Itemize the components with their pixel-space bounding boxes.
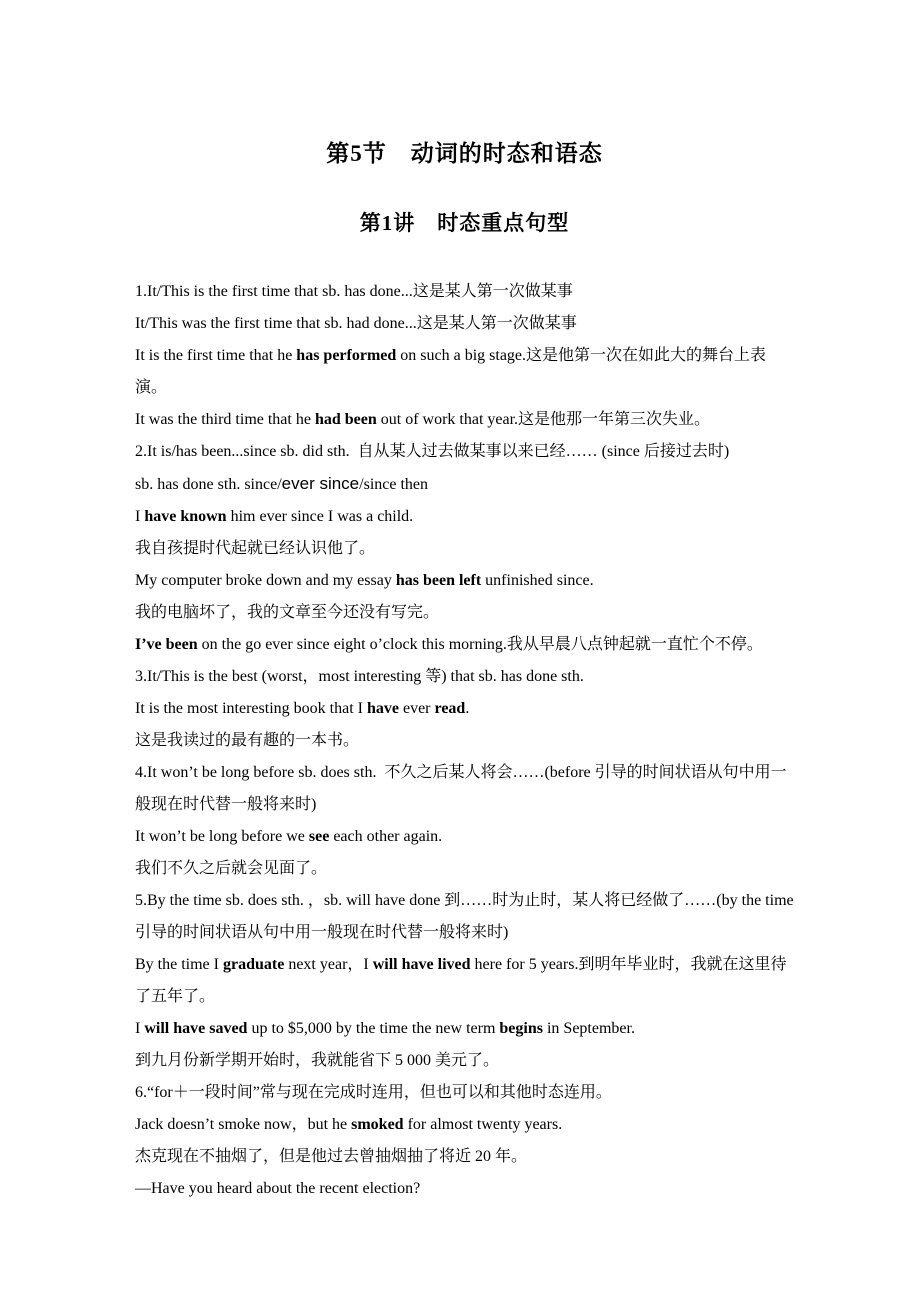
paragraph bbox=[135, 308, 794, 340]
bold-text-run: have bbox=[366, 700, 399, 717]
text-run: for almost twenty years. bbox=[403, 1116, 563, 1133]
text-run: It was the third time that he bbox=[135, 411, 315, 428]
text-run: 2.It is/has been...since sb. did sth. 自从某人过去做某事以来已经…… (since 后接过去时) bbox=[135, 443, 730, 460]
text-run: 5.By the time sb. does sth. ，sb. will have done 到……时为止时，某人将已经做了……(by the time 引导的时间状语从句中用一般现在时代替一般将来时) bbox=[135, 892, 798, 941]
text-run: unfinished since. bbox=[481, 572, 594, 589]
text-run: sb. has done sth. since/ bbox=[135, 476, 282, 493]
paragraph bbox=[135, 404, 794, 436]
paragraph bbox=[135, 1109, 794, 1141]
paragraph bbox=[135, 629, 794, 661]
paragraph bbox=[135, 693, 794, 725]
paragraph bbox=[135, 821, 794, 853]
text-run: It won’t be long before we bbox=[135, 828, 309, 845]
text-run: —Have you heard about the recent election? bbox=[135, 1180, 421, 1197]
bold-text-run: will have saved bbox=[144, 1020, 248, 1037]
text-run: next year，I bbox=[284, 956, 373, 973]
text-run: Jack doesn’t smoke now，but he bbox=[135, 1116, 352, 1133]
paragraph bbox=[135, 661, 794, 693]
text-run: 1.It/This is the first time that sb. has done...这是某人第一次做某事 bbox=[135, 283, 573, 300]
bold-text-run: has performed bbox=[296, 347, 397, 364]
paragraph bbox=[135, 1013, 794, 1045]
document-body bbox=[135, 276, 798, 1205]
text-run: 杰克现在不抽烟了，但是他过去曾抽烟抽了将近 20 年。 bbox=[135, 1148, 528, 1165]
paragraph bbox=[135, 757, 794, 821]
paragraph bbox=[135, 340, 794, 404]
text-run: I bbox=[135, 1020, 145, 1037]
paragraph bbox=[135, 885, 798, 949]
text-run: 3.It/This is the best (worst，most interesting 等) that sb. has done sth. bbox=[135, 668, 584, 685]
text-run: each other again. bbox=[329, 828, 443, 845]
paragraph bbox=[135, 501, 794, 533]
text-run: My computer broke down and my essay bbox=[135, 572, 396, 589]
text-run: It is the first time that he bbox=[135, 347, 297, 364]
bold-text-run: has been left bbox=[395, 572, 482, 589]
text-run: 我们不久之后就会见面了。 bbox=[135, 860, 328, 877]
text-run: him ever since I was a child. bbox=[226, 508, 414, 525]
text-run: It/This was the first time that sb. had done...这是某人第一次做某事 bbox=[135, 315, 577, 332]
paragraph bbox=[135, 565, 794, 597]
paragraph bbox=[135, 1173, 794, 1205]
paragraph bbox=[135, 725, 794, 757]
paragraph bbox=[135, 1045, 794, 1077]
bold-text-run: read bbox=[434, 700, 466, 717]
paragraph bbox=[135, 1141, 794, 1173]
text-run: ever bbox=[398, 700, 435, 717]
text-run: up to $5,000 by the time the new term bbox=[247, 1020, 500, 1037]
paragraph bbox=[135, 853, 794, 885]
paragraph bbox=[135, 1077, 794, 1109]
text-run: 我自孩提时代起就已经认识他了。 bbox=[135, 540, 376, 557]
paragraph bbox=[135, 468, 794, 501]
paragraph bbox=[135, 436, 794, 468]
lecture-title: 第1讲 时态重点句型 bbox=[359, 211, 570, 235]
section-title: 第5节 动词的时态和语态 bbox=[326, 141, 603, 166]
text-run: 我的电脑坏了，我的文章至今还没有写完。 bbox=[135, 604, 440, 621]
paragraph bbox=[135, 597, 794, 629]
paragraph bbox=[135, 276, 794, 308]
bold-text-run: see bbox=[308, 828, 330, 845]
bold-text-run: smoked bbox=[351, 1116, 404, 1133]
text-run: 6.“for＋一段时间”常与现在完成时连用，但也可以和其他时态连用。 bbox=[135, 1084, 612, 1101]
text-run: 到九月份新学期开始时，我就能省下 5 000 美元了。 bbox=[135, 1052, 500, 1069]
text-run: It is the most interesting book that I bbox=[135, 700, 367, 717]
text-run: By the time I bbox=[135, 956, 223, 973]
bold-text-run: will have lived bbox=[372, 956, 471, 973]
paragraph bbox=[135, 533, 794, 565]
text-run: out of work that year.这是他那一年第三次失业。 bbox=[376, 411, 711, 428]
text-run: on the go ever since eight o’clock this morning.我从早晨八点钟起就一直忙个不停。 bbox=[197, 636, 763, 653]
bold-text-run: I’ve been bbox=[135, 636, 198, 653]
bold-text-run: have known bbox=[144, 508, 227, 525]
text-run: 这是我读过的最有趣的一本书。 bbox=[135, 732, 360, 749]
bold-text-run: begins bbox=[499, 1020, 543, 1037]
bold-text-run: graduate bbox=[222, 956, 285, 973]
text-run: /since then bbox=[359, 476, 429, 493]
sans-text-run: ever since bbox=[281, 474, 360, 493]
text-run: here for 5 years.到明年毕业时，我就在这里待了五年了。 bbox=[135, 956, 787, 1005]
text-run: I bbox=[135, 508, 145, 525]
text-run: . bbox=[465, 700, 470, 717]
bold-text-run: had been bbox=[314, 411, 377, 428]
text-run: 4.It won’t be long before sb. does sth. 不久之后某人将会……(before 引导的时间状语从句中用一般现在时代替一般将来时) bbox=[135, 764, 787, 813]
text-run: in September. bbox=[542, 1020, 635, 1037]
paragraph bbox=[135, 949, 794, 1013]
text-run: on such a big stage.这是他第一次在如此大的舞台上表演。 bbox=[135, 347, 767, 396]
